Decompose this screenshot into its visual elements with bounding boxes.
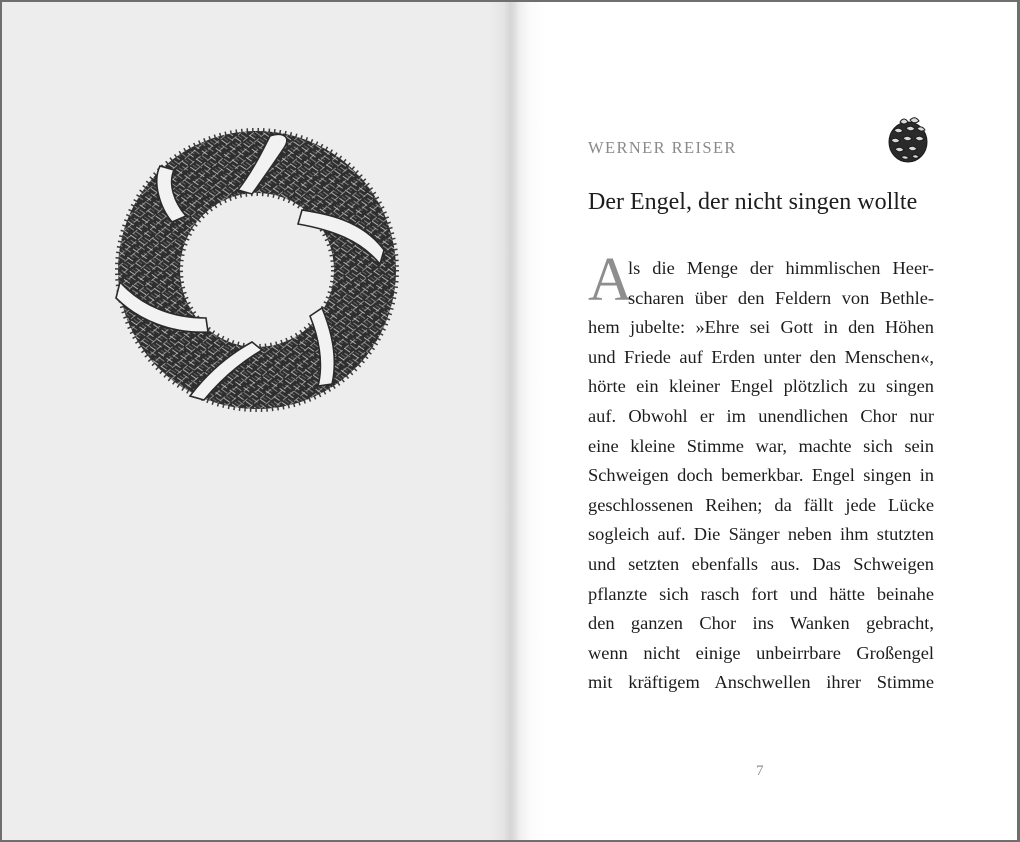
pinecone-icon xyxy=(886,114,930,164)
chapter-title: Der Engel, der nicht singen wollte xyxy=(588,189,918,215)
text-line: pflanzte sich rasch fort und hätte beinahe xyxy=(588,583,934,604)
left-page xyxy=(2,2,514,840)
text-line: sogleich auf. Die Sänger neben ihm stutzten xyxy=(588,524,934,545)
author-name: WERNER REISER xyxy=(588,138,737,157)
text-line: hörte ein kleiner Engel plötzlich zu singen xyxy=(588,376,934,397)
text-line: geschlossenen Reihen; da fällt jede Lücke xyxy=(588,494,934,515)
text-line: eine kleine Stimme war, machte sich sein xyxy=(588,435,934,456)
body-text xyxy=(588,254,934,698)
text-line: und setzten ebenfalls aus. Das Schweigen xyxy=(588,553,934,574)
wreath-illustration-icon xyxy=(112,122,402,412)
book-gutter xyxy=(490,2,546,840)
text-line: auf. Obwohl er im unendlichen Chor nur xyxy=(588,405,934,426)
text-line: scharen über den Feldern von Bethle- xyxy=(628,287,934,308)
text-line: hem jubelte: »Ehre sei Gott in den Höhen xyxy=(588,317,934,338)
text-line: ls die Menge der himmlischen Heer- xyxy=(628,258,934,278)
drop-cap: A xyxy=(588,246,633,314)
text-line: und Friede auf Erden unter den Menschen«, xyxy=(588,346,934,367)
text-line: wenn nicht einige unbeirrbare Großengel xyxy=(588,642,934,663)
text-line: Schweigen doch bemerkbar. Engel singen in xyxy=(588,465,934,486)
text-line: mit kräftigem Anschwellen ihrer Stimme xyxy=(588,672,934,693)
page-number: 7 xyxy=(756,763,764,779)
text-line: den ganzen Chor ins Wanken gebracht, xyxy=(588,613,934,634)
